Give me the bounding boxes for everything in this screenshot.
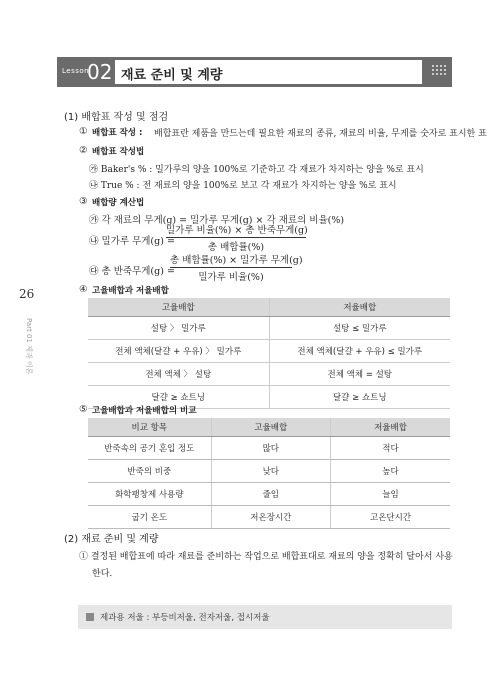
table-row (88, 316, 450, 339)
item3-label: 배합량 계산법 (92, 198, 145, 208)
table-cell: 반죽속의 공기 혼입 정도 (88, 436, 211, 459)
table-row (88, 436, 450, 459)
item3-c-fraction (170, 252, 303, 283)
table-cell: 반죽의 비중 (88, 459, 211, 482)
table-cell: 전체 액체(달걀 + 우유) 〉 밀가루 (88, 339, 269, 362)
mix-ratio-table (88, 298, 450, 409)
note-box (78, 605, 452, 629)
item3-num: ③ (79, 196, 88, 207)
section2-item1-line1: ① 결정된 배합표에 따라 재료를 준비하는 작업으로 배합표대로 재료의 양을 정확히 달아서 사용 (79, 552, 453, 562)
table-cell: 적다 (331, 436, 450, 459)
table-row (88, 459, 450, 482)
table-cell: 저온장시간 (211, 505, 330, 528)
table-cell: 고온단시간 (331, 505, 450, 528)
table-cell: 늘임 (331, 482, 450, 505)
item4-num: ④ (79, 284, 88, 295)
item3-c-numerator: 총 배합률(%) × 밀가루 무게(g) (170, 252, 292, 268)
table-cell: 높다 (331, 459, 450, 482)
table-header-cell: 비교 항목 (88, 418, 211, 436)
lesson-header (57, 57, 452, 87)
table-cell: 낮다 (211, 459, 330, 482)
item4-label: 고율배합과 저율배합 (92, 286, 169, 296)
table-cell: 줄임 (211, 482, 330, 505)
mix-comparison-table (88, 418, 450, 529)
page-title: 재료 준비 및 계량 (121, 68, 223, 83)
table-header-cell: 고율배합 (211, 418, 330, 436)
item3-b-denominator: 총 배합률(%) (207, 242, 265, 253)
item3-c-lhs: ㉰ 총 반죽무게(g) = (89, 266, 175, 277)
table-cell: 달걀 ≥ 쇼트닝 (88, 385, 269, 408)
item1-text: 배합표란 제품을 만드는데 필요한 재료의 종류, 재료의 비율, 무게를 숫자로 표시한 표 (154, 129, 487, 139)
item3-b-numerator: 밀가루 비율(%) × 총 반죽무게(g) (166, 222, 306, 238)
item5-label: 고율배합과 저율배합의 비교 (92, 406, 197, 416)
item1-label: 배합표 작성 : (92, 128, 143, 138)
title-box (115, 60, 422, 84)
item2-num: ② (79, 145, 88, 156)
table-cell: 설탕 〉 밀가루 (88, 316, 269, 339)
table-cell: 굽기 온도 (88, 505, 211, 528)
section2-heading: (2) 재료 준비 및 계량 (64, 534, 159, 545)
item2-label: 배합표 작성법 (92, 147, 145, 157)
part-label: Part 01 제과 이론 (25, 318, 33, 375)
section2-item1-line2: 한다. (92, 569, 113, 579)
lesson-word: Lesson (62, 67, 90, 75)
table-row (88, 362, 450, 385)
table-cell: 설탕 ≤ 밀가루 (269, 316, 450, 339)
page-number: 26 (19, 287, 35, 301)
item3-b-fraction (166, 222, 306, 253)
section1-heading: (1) 배합표 작성 및 점검 (64, 112, 169, 123)
table-header-cell: 저율배합 (331, 418, 450, 436)
table-header-cell: 저율배합 (269, 298, 450, 316)
item1-num: ① (79, 126, 88, 137)
item3-b-lhs: ㉯ 밀가루 무게(g) = (89, 236, 175, 247)
item3-c-denominator: 밀가루 비율(%) (198, 272, 264, 283)
table-cell: 전체 액체 〉 설탕 (88, 362, 269, 385)
table-cell: 화학팽창제 사용량 (88, 482, 211, 505)
table-cell: 많다 (211, 436, 330, 459)
table-row (88, 482, 450, 505)
table-row (88, 505, 450, 528)
table-header-cell: 고율배합 (88, 298, 269, 316)
item2-b: ㉯ True % : 전 재료의 양을 100%로 보고 각 재료가 차지하는 양을 %로 표시 (89, 181, 397, 191)
table-cell: 전체 액체(달걀 + 우유) ≤ 밀가루 (269, 339, 450, 362)
table-cell: 달걀 ≥ 쇼트닝 (269, 385, 450, 408)
note-square-icon (86, 613, 94, 621)
item5-num: ⑤ (79, 404, 88, 415)
table-row (88, 339, 450, 362)
lesson-number: 02 (87, 60, 113, 84)
table-header-row (88, 298, 450, 316)
dots-decoration-icon (432, 65, 446, 79)
table-cell: 전체 액체 = 설탕 (269, 362, 450, 385)
item2-a: ㉮ Baker's % : 밀가루의 양을 100%로 기준하고 각 재료가 차지하는 양을 %로 표시 (89, 165, 424, 175)
table-header-row (88, 418, 450, 436)
note-text: 제과용 저울 : 부등비저울, 전자저울, 접시저울 (100, 613, 270, 623)
item3-a: ㉮ 각 재료의 무게(g) = 밀가루 무게(g) × 각 재료의 비율(%) (89, 215, 345, 226)
